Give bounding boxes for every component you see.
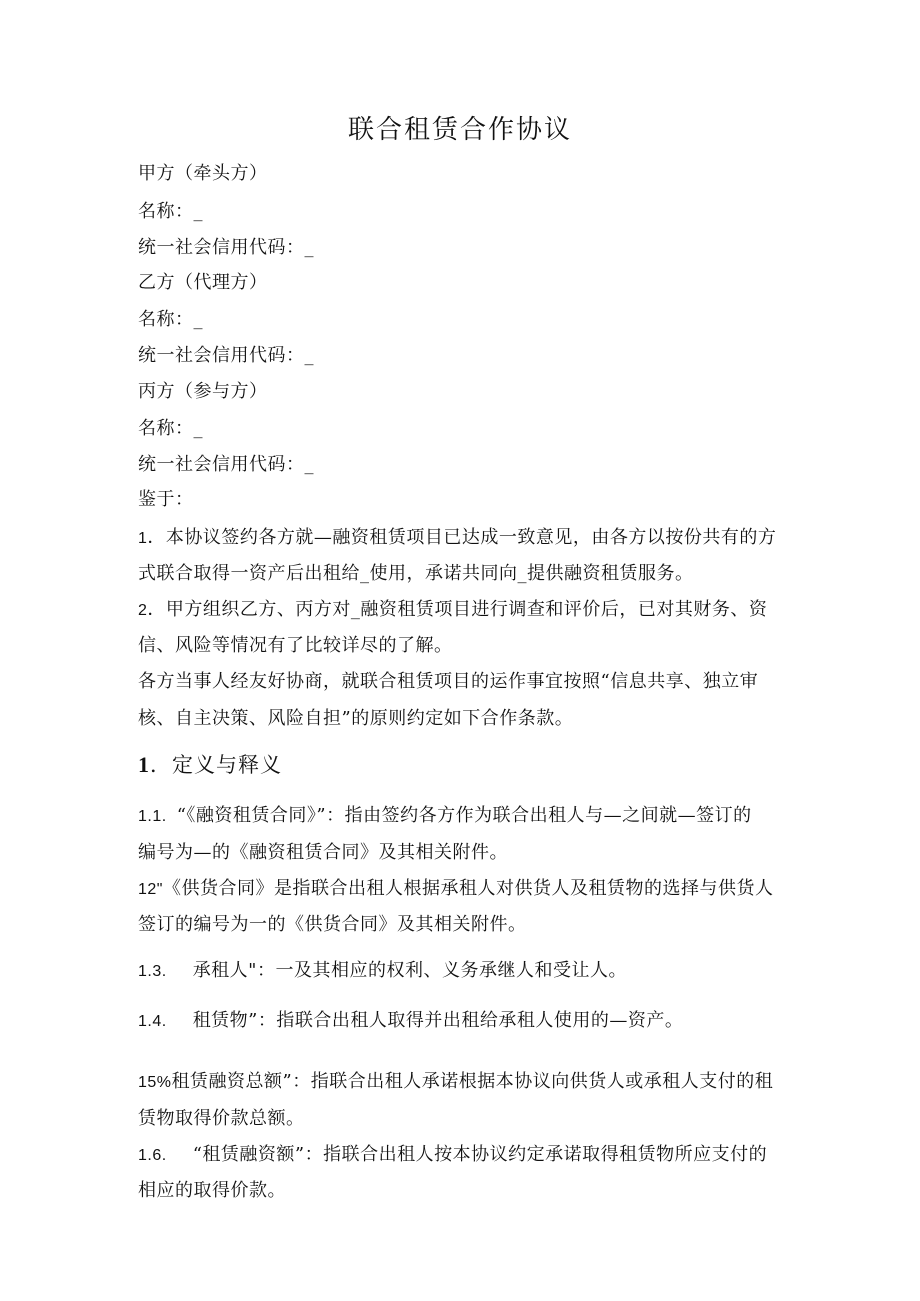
party-a-name: 名称：_ <box>138 201 203 222</box>
party-b-name: 名称：_ <box>138 309 203 330</box>
recital-2-text: ．甲方组织乙方、丙方对_融资租赁项目进行调查和评价后，已对其财务、资 <box>147 599 768 620</box>
definition-1-2-text: 《供货合同》是指联合出租人根据承租人对供货人及租赁物的选择与供货人 <box>162 878 774 899</box>
recital-1-text: ．本协议签约各方就—融资租赁项目已达成一致意见，由各方以按份共有的方 <box>147 527 777 548</box>
recital-1-continued: 式联合取得一资产后出租给_使用，承诺共同向_提供融资租赁服务。 <box>138 563 694 584</box>
definition-1-2 <box>138 876 798 903</box>
definition-1-3-text: 承租人"：一及其相应的权利、义务承继人和受让人。 <box>192 960 627 981</box>
definition-1-1-text: “《融资租赁合同》”：指由签约各方作为联合出租人与—之间就—签订的 <box>176 805 752 826</box>
party-a-code: 统一社会信用代码：_ <box>138 237 314 258</box>
definition-1-2-continued: 签订的编号为一的《供货合同》及其相关附件。 <box>138 914 527 935</box>
definition-1-1-number: 1.1. <box>138 808 167 825</box>
recital-2 <box>138 597 798 624</box>
party-a-label: 甲方（牵头方） <box>138 163 268 184</box>
definition-1-4-number: 1.4. <box>138 1013 167 1030</box>
definition-1-2-number: 12" <box>138 881 163 898</box>
definition-1-5-text: 租赁融资总额”：指联合出租人承诺根据本协议向供货人或承租人支付的租 <box>171 1071 774 1092</box>
section-number: 1 <box>138 752 150 777</box>
recital-2-continued: 信、风险等情况有了比较详尽的了解。 <box>138 635 453 656</box>
document-title: 联合租赁合作协议 <box>347 115 572 145</box>
definition-1-6-number: 1.6. <box>138 1147 167 1164</box>
recitals-closing-continued: 核、自主决策、风险自担”的原则约定如下合作条款。 <box>138 708 574 729</box>
recitals-closing: 各方当事人经友好协商，就联合租赁项目的运作事宜按照“信息共享、独立审 <box>138 671 759 692</box>
section-title: ．定义与释义 <box>150 753 282 777</box>
party-b-label: 乙方（代理方） <box>138 272 268 293</box>
definition-1-4 <box>138 1008 798 1035</box>
party-c-label: 丙方（参与方） <box>138 381 268 402</box>
definition-1-1-continued: 编号为—的《融资租赁合同》及其相关附件。 <box>138 842 508 863</box>
section-heading <box>138 752 798 778</box>
recital-2-number: 2 <box>138 602 148 619</box>
recital-1-number: 1 <box>138 530 148 547</box>
definition-1-5 <box>138 1069 798 1096</box>
party-c-code: 统一社会信用代码：_ <box>138 454 314 475</box>
definition-1-3 <box>138 958 798 985</box>
definition-1-3-number: 1.3. <box>138 963 167 980</box>
definition-1-5-number: 15% <box>138 1074 172 1091</box>
recitals-intro: 鉴于： <box>138 489 194 510</box>
recital-1 <box>138 525 798 552</box>
definition-1-1 <box>138 803 798 830</box>
definition-1-5-continued: 赁物取得价款总额。 <box>138 1108 305 1129</box>
party-b-code: 统一社会信用代码：_ <box>138 345 314 366</box>
definition-1-4-text: 租赁物”：指联合出租人取得并出租给承租人使用的—资产。 <box>192 1010 684 1031</box>
definition-1-6-continued: 相应的取得价款。 <box>138 1180 286 1201</box>
definition-1-6-text: “租赁融资额”：指联合出租人按本协议约定承诺取得租赁物所应支付的 <box>192 1144 768 1165</box>
definition-1-6 <box>138 1142 798 1169</box>
party-c-name: 名称：_ <box>138 418 203 439</box>
